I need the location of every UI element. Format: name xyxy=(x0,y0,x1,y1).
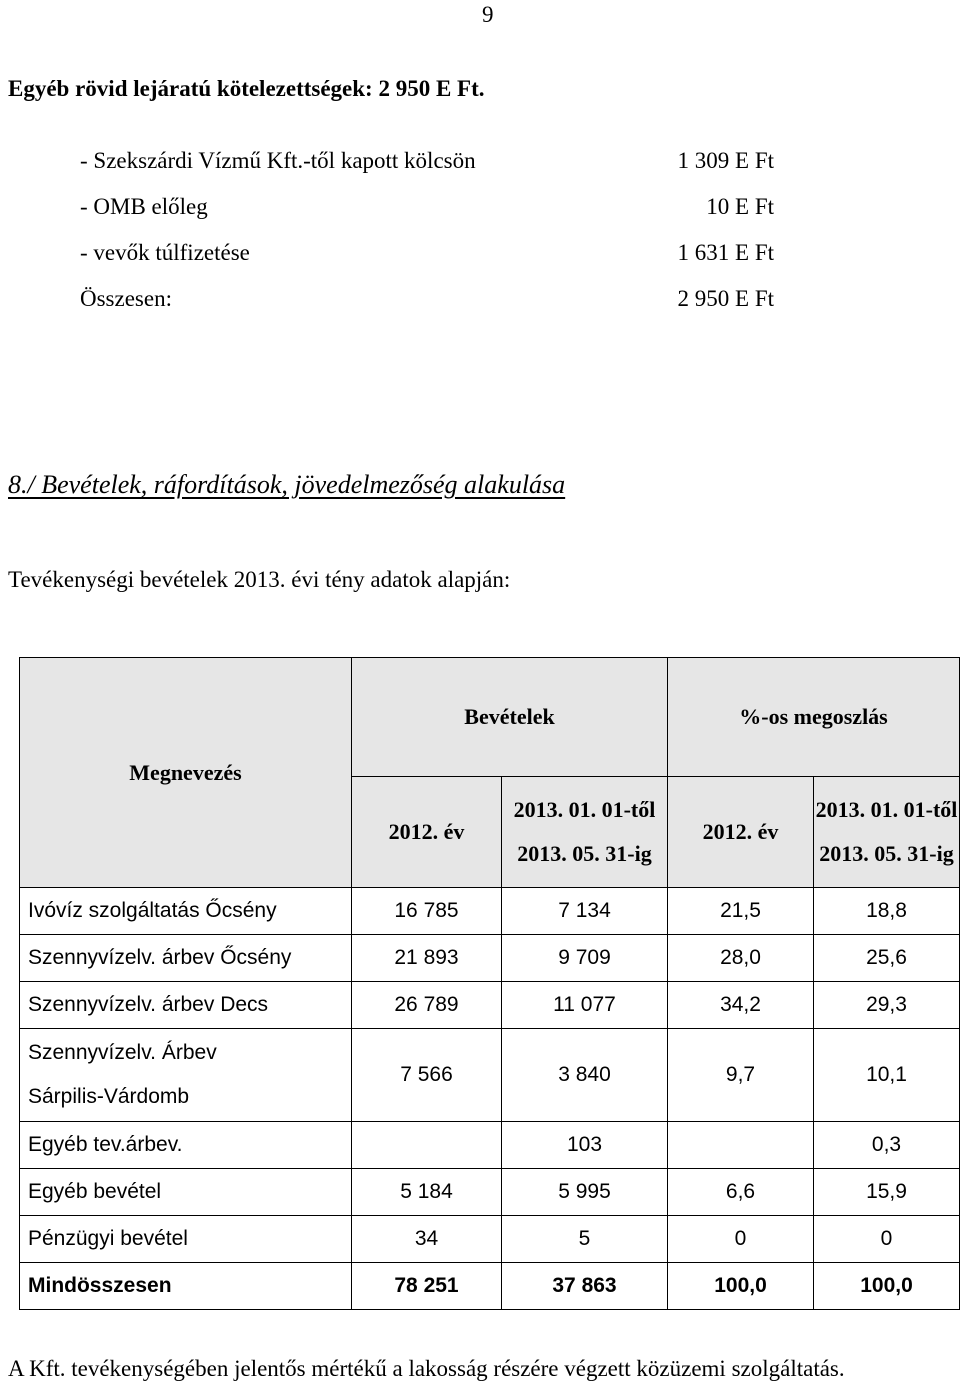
liability-label: - OMB előleg xyxy=(80,194,208,219)
row-share-2013: 10,1 xyxy=(814,1029,960,1122)
row-share-2012 xyxy=(668,1122,814,1169)
row-share-2012: 34,2 xyxy=(668,982,814,1029)
row-share-2012: 0 xyxy=(668,1216,814,1263)
header-revenue-2013-from: 2013. 01. 01-től xyxy=(513,797,656,822)
header-share: %-os megoszlás xyxy=(668,658,960,777)
row-share-2013: 100,0 xyxy=(814,1263,960,1310)
row-revenue-2013: 5 xyxy=(502,1216,668,1263)
section-subtitle: Tevékenységi bevételek 2013. évi tény adatok alapján: xyxy=(8,567,511,592)
row-name: Ivóvíz szolgáltatás Őcsény xyxy=(20,888,352,935)
header-revenue-2013-to: 2013. 05. 31-ig xyxy=(517,841,652,866)
row-share-2013: 18,8 xyxy=(814,888,960,935)
row-revenue-2012: 34 xyxy=(352,1216,502,1263)
liability-value: 1 309 E Ft xyxy=(677,148,774,173)
row-name: Szennyvízelv. árbev Őcsény xyxy=(20,935,352,982)
table-row xyxy=(20,1169,960,1216)
table-row xyxy=(20,888,960,935)
header-share-2013-from: 2013. 01. 01-től xyxy=(815,797,958,822)
row-share-2012: 28,0 xyxy=(668,935,814,982)
row-revenue-2012: 21 893 xyxy=(352,935,502,982)
header-share-2013-to: 2013. 05. 31-ig xyxy=(819,841,954,866)
revenue-table xyxy=(19,657,960,1310)
row-revenue-2012 xyxy=(352,1122,502,1169)
liability-total-value: 2 950 E Ft xyxy=(677,286,774,311)
liability-value: 1 631 E Ft xyxy=(677,240,774,265)
row-share-2013: 0,3 xyxy=(814,1122,960,1169)
page-number: 9 xyxy=(482,2,494,27)
row-name: Mindösszesen xyxy=(20,1263,352,1310)
table-row xyxy=(20,1122,960,1169)
section-title: 8./ Bevételek, ráfordítások, jövedelmezőség alakulása xyxy=(8,470,566,499)
liability-value: 10 E Ft xyxy=(706,194,774,219)
row-revenue-2012: 78 251 xyxy=(352,1263,502,1310)
header-revenue-2012: 2012. év xyxy=(352,777,502,888)
row-revenue-2013: 37 863 xyxy=(502,1263,668,1310)
row-name: Egyéb tev.árbev. xyxy=(20,1122,352,1169)
row-name-line1: Szennyvízelv. Árbev xyxy=(28,1041,217,1064)
row-revenue-2013: 103 xyxy=(502,1122,668,1169)
table-total-row xyxy=(20,1263,960,1310)
row-revenue-2013: 3 840 xyxy=(502,1029,668,1122)
row-revenue-2012: 26 789 xyxy=(352,982,502,1029)
header-revenue-2013 xyxy=(502,777,668,888)
row-name: Pénzügyi bevétel xyxy=(20,1216,352,1263)
row-share-2012: 6,6 xyxy=(668,1169,814,1216)
liability-label: - vevők túlfizetése xyxy=(80,240,250,265)
header-share-2013 xyxy=(814,777,960,888)
header-name: Megnevezés xyxy=(20,658,352,888)
row-revenue-2012: 7 566 xyxy=(352,1029,502,1122)
table-row xyxy=(20,982,960,1029)
footer-text: A Kft. tevékenységében jelentős mértékű a lakosság részére végzett közüzemi szolgáltatás. xyxy=(8,1356,845,1381)
row-revenue-2013: 7 134 xyxy=(502,888,668,935)
row-revenue-2013: 5 995 xyxy=(502,1169,668,1216)
liability-total-label: Összesen: xyxy=(80,286,172,311)
row-name-line2: Sárpilis-Várdomb xyxy=(28,1085,190,1108)
header-revenue: Bevételek xyxy=(352,658,668,777)
row-name xyxy=(20,1029,352,1122)
row-revenue-2013: 9 709 xyxy=(502,935,668,982)
row-revenue-2012: 5 184 xyxy=(352,1169,502,1216)
row-share-2013: 25,6 xyxy=(814,935,960,982)
table-row xyxy=(20,1216,960,1263)
row-share-2012: 9,7 xyxy=(668,1029,814,1122)
row-share-2012: 21,5 xyxy=(668,888,814,935)
row-share-2013: 15,9 xyxy=(814,1169,960,1216)
row-revenue-2013: 11 077 xyxy=(502,982,668,1029)
table-row xyxy=(20,935,960,982)
row-name: Szennyvízelv. árbev Decs xyxy=(20,982,352,1029)
header-share-2012: 2012. év xyxy=(668,777,814,888)
row-revenue-2012: 16 785 xyxy=(352,888,502,935)
row-name: Egyéb bevétel xyxy=(20,1169,352,1216)
table-row xyxy=(20,1029,960,1122)
row-share-2012: 100,0 xyxy=(668,1263,814,1310)
row-share-2013: 29,3 xyxy=(814,982,960,1029)
liability-label: - Szekszárdi Vízmű Kft.-től kapott kölcsön xyxy=(80,148,476,173)
row-share-2013: 0 xyxy=(814,1216,960,1263)
liabilities-heading: Egyéb rövid lejáratú kötelezettségek: 2 950 E Ft. xyxy=(8,76,485,101)
